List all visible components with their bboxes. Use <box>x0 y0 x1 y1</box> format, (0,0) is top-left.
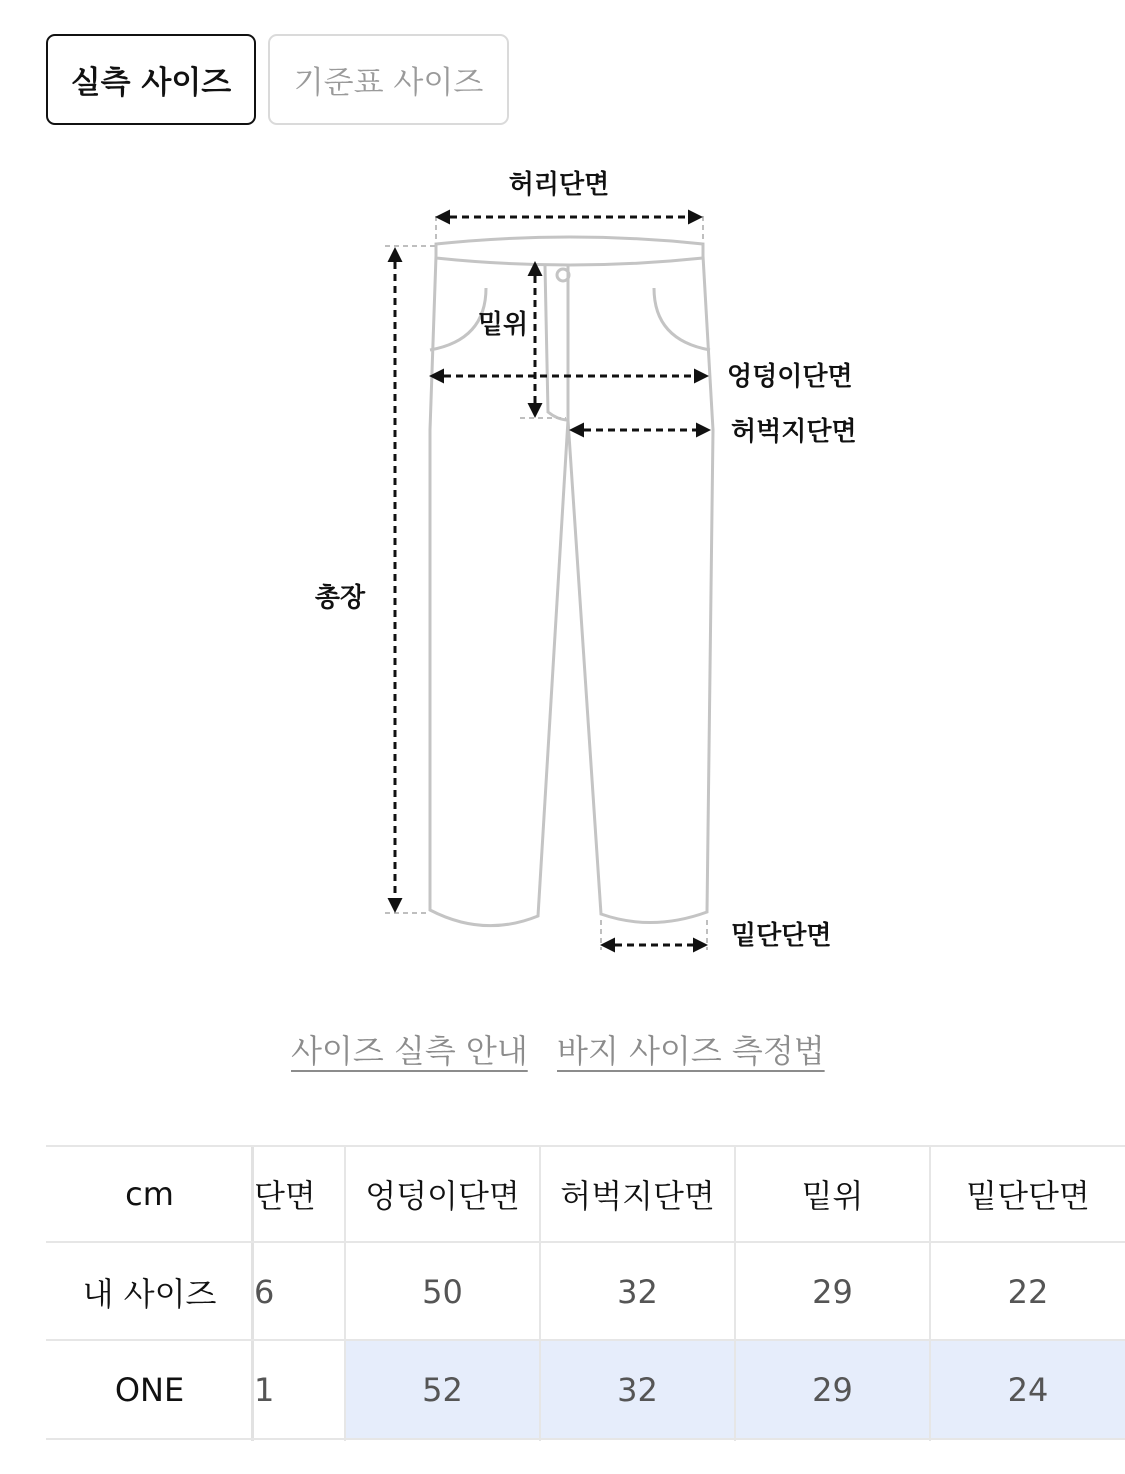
cell-my-size-hem: 22 <box>1007 1272 1049 1311</box>
row-divider <box>46 1339 1125 1341</box>
col-divider <box>929 1145 931 1441</box>
size-table <box>46 1145 1125 1441</box>
label-length: 총장 <box>314 583 366 613</box>
cell-one-thigh: 32 <box>617 1370 658 1409</box>
unit-label: cm <box>125 1174 174 1213</box>
cell-my-size-thigh: 32 <box>617 1272 658 1311</box>
label-hip: 엉덩이단면 <box>727 362 853 392</box>
tab-measured-size[interactable]: 실측 사이즈 <box>46 34 256 125</box>
row-label-one: ONE <box>114 1370 185 1409</box>
cell-one-waist: 1 <box>254 1370 275 1409</box>
label-rise: 밑위 <box>477 310 529 340</box>
pants-outline <box>430 237 713 926</box>
col-header-rise: 밑위 <box>801 1176 864 1215</box>
sticky-column-divider <box>251 1145 254 1441</box>
label-thigh: 허벅지단면 <box>731 417 857 447</box>
col-header-hem: 밑단단면 <box>966 1176 1090 1215</box>
cell-one-hem: 24 <box>1007 1370 1049 1409</box>
col-divider <box>734 1145 736 1441</box>
row-divider <box>46 1241 1125 1243</box>
tab-standard-size[interactable]: 기준표 사이즈 <box>268 34 509 125</box>
pants-measure-method-link[interactable]: 바지 사이즈 측정법 <box>557 1032 825 1070</box>
col-divider <box>539 1145 541 1441</box>
size-table-scroll-area[interactable] <box>254 1145 1125 1441</box>
label-hem: 밑단단면 <box>731 921 832 951</box>
cell-my-size-rise: 29 <box>812 1272 853 1311</box>
size-measure-guide-link[interactable]: 사이즈 실측 안내 <box>291 1032 528 1070</box>
cell-one-hip: 52 <box>422 1370 463 1409</box>
pants-measurement-diagram <box>0 150 1125 980</box>
col-header-hip: 엉덩이단면 <box>365 1176 520 1215</box>
col-header-waist: 단면 <box>254 1176 316 1215</box>
col-header-thigh: 허벅지단면 <box>560 1176 715 1215</box>
col-divider <box>344 1145 346 1441</box>
row-label-my-size: 내 사이즈 <box>82 1274 217 1313</box>
cell-my-size-waist: 6 <box>254 1272 275 1311</box>
row-header-column <box>46 1145 253 1441</box>
table-border-bottom <box>46 1438 1125 1440</box>
cell-one-rise: 29 <box>812 1370 853 1409</box>
guide-links <box>0 1026 1125 1076</box>
table-border-top <box>46 1145 1125 1147</box>
label-waist: 허리단면 <box>508 170 610 200</box>
cell-my-size-hip: 50 <box>422 1272 463 1311</box>
